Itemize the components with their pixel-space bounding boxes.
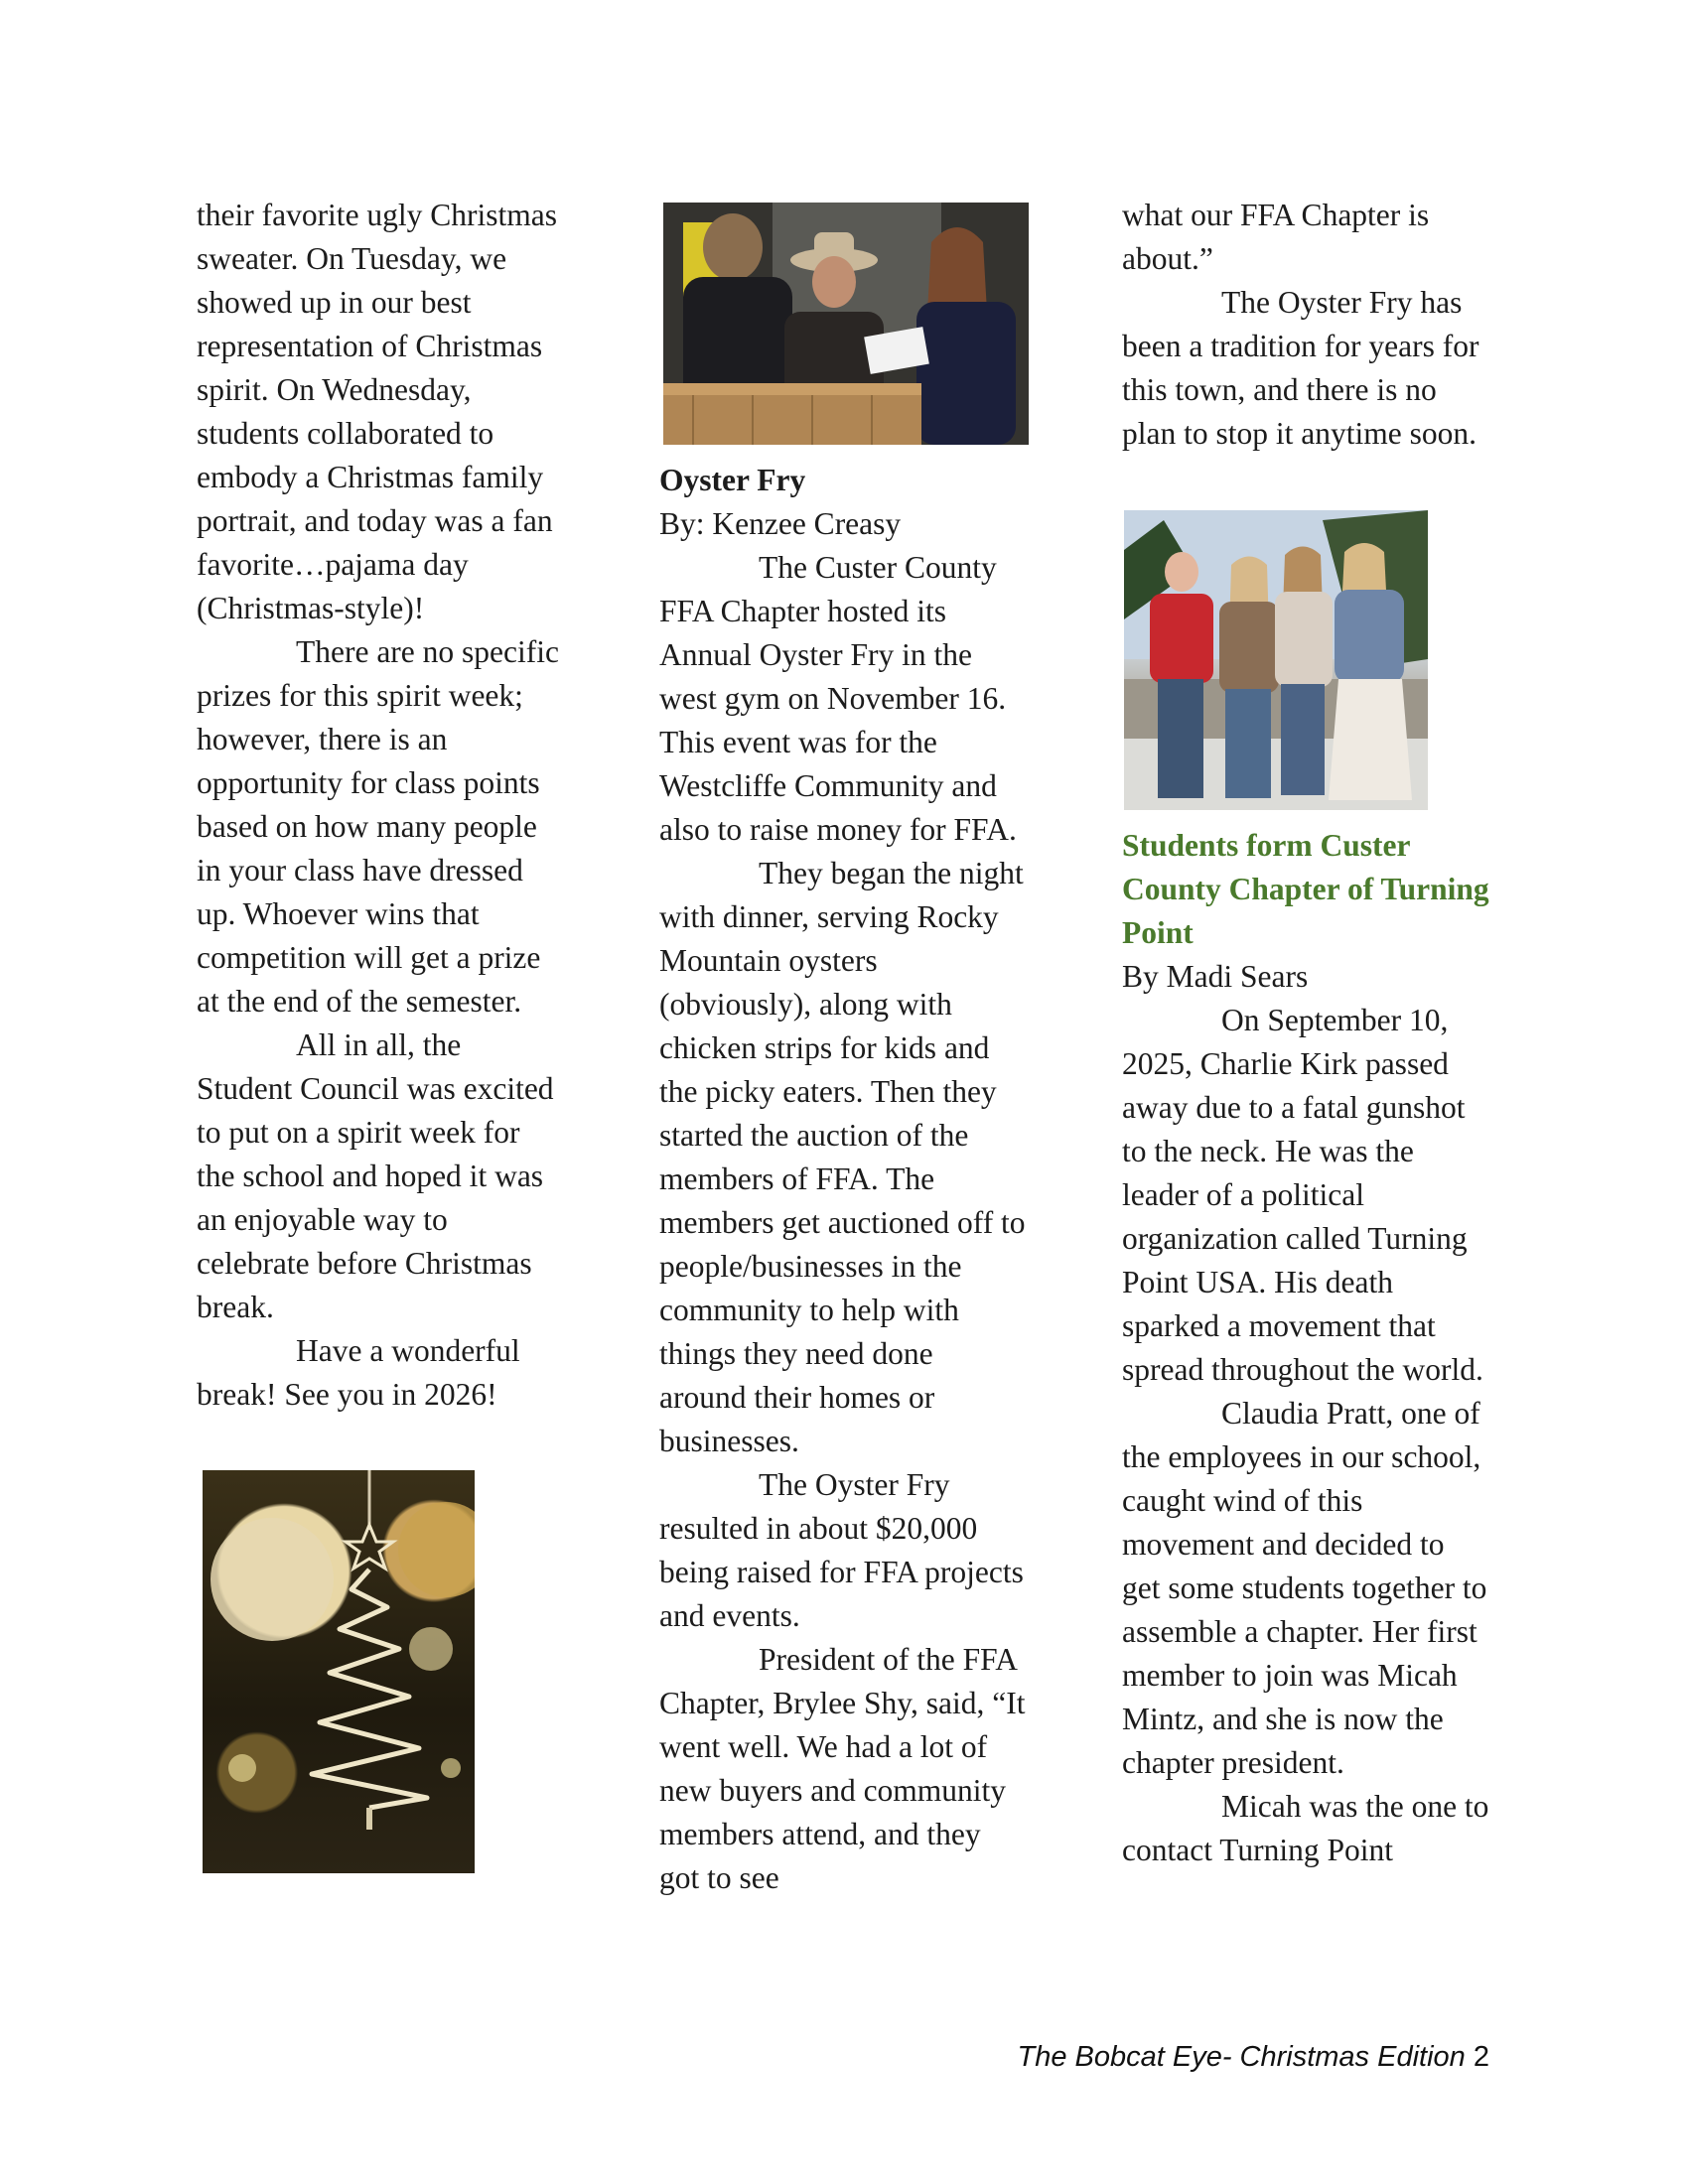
oyster-fry-paragraph-1: The Custer County FFA Chapter hosted its Annual Oyster Fry in the west gym on November 16. This event was for the Westcliffe Community and also to raise money for FFA. bbox=[659, 550, 1017, 847]
spirit-week-paragraph-1: their favorite ugly Christmas sweater. On Tuesday, we showed up in our best representation of Christmas spirit. On Wednesday, students collaborated to embody a Christmas family portrait, and today was a fan favorite…pajama day (Christmas-style)! bbox=[197, 198, 558, 625]
page-footer bbox=[1017, 2041, 1489, 2074]
turning-point-paragraph-2: Claudia Pratt, one of the employees in our school, caught wind of this movement and decided to get some students together to assemble a chapter. Her first member to join was Micah Mintz, and she is now the chapter president. bbox=[1122, 1396, 1487, 1780]
spirit-week-paragraph-4: Have a wonderful break! See you in 2026! bbox=[197, 1333, 520, 1412]
oyster-fry-paragraph-4: President of the FFA Chapter, Brylee Shy, said, “It went well. We had a lot of new buyers and community members attend, and they got to see bbox=[659, 1642, 1026, 1895]
auction-podium-illustration bbox=[663, 203, 1029, 445]
oyster-fry-closing-paragraph: The Oyster Fry has been a tradition for years for this town, and there is no plan to stop it anytime soon. bbox=[1122, 285, 1479, 451]
oyster-fry-paragraph-3: The Oyster Fry resulted in about $20,000 being raised for FFA projects and events. bbox=[659, 1467, 1024, 1633]
page-number: 2 bbox=[1473, 2041, 1489, 2073]
spirit-week-paragraph-2: There are no specific prizes for this spirit week; however, there is an opportunity for class points based on how many people in your class have dressed up. Whoever wins that competition will get a prize at the end of the semester. bbox=[197, 634, 559, 1019]
oyster-fry-paragraph-2: They began the night with dinner, serving Rocky Mountain oysters (obviously), along with chicken strips for kids and the picky eaters. Then they started the auction of the members of FFA. The members get auctioned off to people/businesses in the community to help with things they need done around their homes or businesses. bbox=[659, 856, 1026, 1458]
oyster-fry-continued-paragraph: what our FFA Chapter is about.” bbox=[1122, 198, 1430, 276]
turning-point-students-photo bbox=[1124, 510, 1428, 810]
four-students-illustration bbox=[1124, 510, 1428, 810]
christmas-ornament-photo bbox=[203, 1470, 475, 1873]
oyster-fry-headline: Oyster Fry bbox=[659, 463, 806, 497]
turning-point-paragraph-1: On September 10, 2025, Charlie Kirk passed away due to a fatal gunshot to the neck. He was the leader of a political organization called Turning Point USA. His death sparked a movement that spread throughout the world. bbox=[1122, 1003, 1483, 1387]
article-column-2 bbox=[659, 194, 1027, 1900]
turning-point-byline: By Madi Sears bbox=[1122, 959, 1309, 994]
article-column-1 bbox=[197, 194, 564, 1873]
newsletter-title: The Bobcat Eye- Christmas Edition bbox=[1017, 2041, 1466, 2073]
turning-point-headline: Students form Custer County Chapter of Turning Point bbox=[1122, 828, 1489, 950]
oyster-fry-byline: By: Kenzee Creasy bbox=[659, 506, 902, 541]
spirit-week-paragraph-3: All in all, the Student Council was excited to put on a spirit week for the school and hoped it was an enjoyable way to celebrate before Christmas break. bbox=[197, 1027, 554, 1324]
glass-tree-ornament-illustration bbox=[203, 1470, 475, 1873]
article-column-3 bbox=[1122, 194, 1489, 1872]
oyster-fry-auction-photo bbox=[663, 203, 1029, 445]
turning-point-paragraph-3: Micah was the one to contact Turning Point bbox=[1122, 1789, 1489, 1867]
